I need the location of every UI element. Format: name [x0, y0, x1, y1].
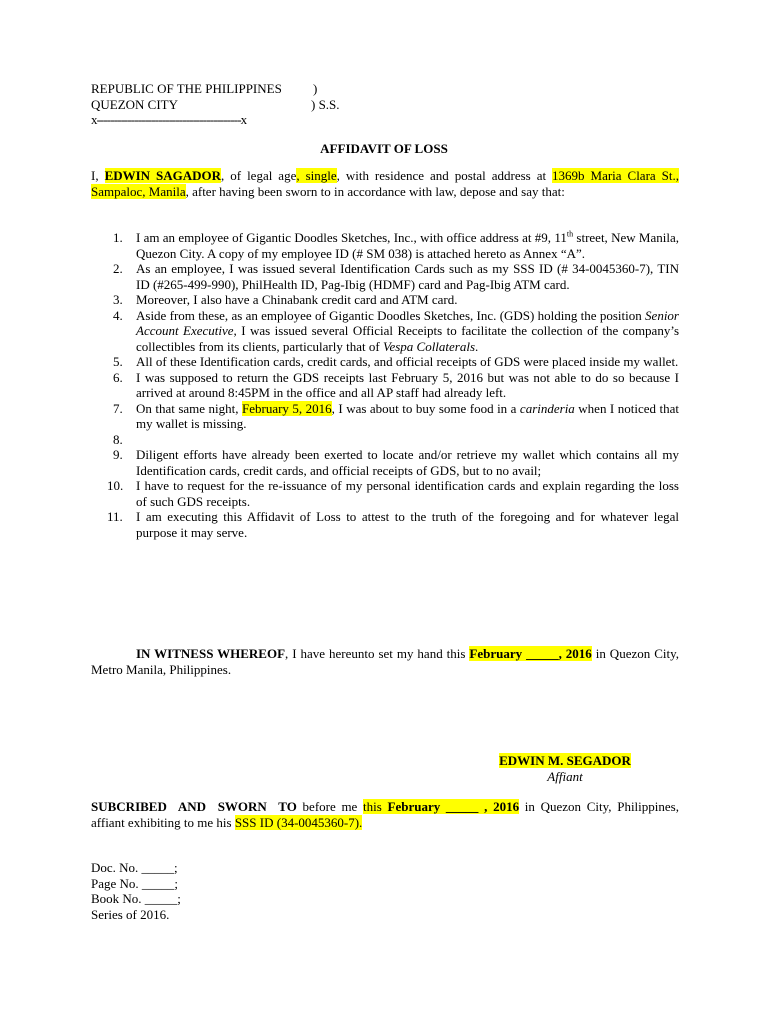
- item-text: .: [475, 338, 479, 354]
- caption-republic: REPUBLIC OF THE PHILIPPINES: [91, 81, 282, 96]
- item-text: I was issued several Official Receipts to facilitate the collection of the company’s collectibles from its clients, particularly that of: [136, 323, 680, 354]
- signature-block: [494, 753, 636, 784]
- jurat-date: February _____ , 2016: [387, 799, 520, 814]
- item-number: 11.: [107, 509, 123, 524]
- item-text: On that same night,: [136, 400, 242, 416]
- list-item: [91, 261, 679, 292]
- place-name: carinderia: [519, 400, 575, 416]
- witness-tail: in Quezon City, Metro Manila, Philippines.: [91, 646, 679, 677]
- item-number: 2.: [113, 261, 123, 276]
- caption-city: QUEZON CITY: [91, 96, 179, 112]
- item-number: 6.: [113, 369, 123, 385]
- page-no: Page No. _____;: [91, 875, 179, 891]
- item-text: Aside from these, as an employee of Gigantic Doodles Sketches, Inc. (GDS) holding the position: [136, 307, 646, 323]
- list-item: [91, 509, 679, 540]
- item-number: 5.: [113, 354, 123, 369]
- doc-no: Doc. No. _____;: [91, 860, 178, 875]
- item-text: I am an employee of Gigantic Doodles Sketches, Inc., with office address at #9, 11: [136, 230, 567, 245]
- witness-heading: IN WITNESS WHEREOF: [136, 646, 286, 661]
- loss-date: February 5, 2016: [242, 400, 332, 416]
- signature-name: EDWIN M. SEGADOR: [499, 753, 631, 768]
- list-item: [91, 354, 679, 370]
- item-text: I have to request for the re-issuance of my personal identification cards and explain regarding the loss of such GDS receipts.: [136, 478, 679, 509]
- item-number: 9.: [113, 447, 123, 462]
- civil-status: , single: [296, 168, 337, 183]
- jurat-id: SSS ID (34-0045360-7).: [234, 814, 363, 830]
- item-number: 10.: [107, 478, 124, 493]
- jurat-paragraph: [91, 799, 679, 830]
- list-item: [91, 308, 679, 355]
- intro-mid: , of legal age: [221, 168, 297, 183]
- list-item: [91, 370, 679, 401]
- jurat-date-prefix: this: [363, 799, 388, 814]
- document-title: AFFIDAVIT OF LOSS: [320, 141, 448, 156]
- item-text: All of these Identification cards, credit cards, and official receipts of GDS were placed inside my wallet.: [136, 354, 679, 369]
- job-position: Senior Account Executive,: [136, 307, 679, 338]
- list-item: [91, 401, 679, 432]
- signature-role: Affiant: [547, 768, 583, 784]
- caption-paren: ): [313, 81, 318, 96]
- item-text: Diligent efforts have already been exerted to locate and/or retrieve my wallet which contains all my Identification cards, credit cards, and official receipts of GDS, but to no avail;: [136, 447, 679, 478]
- list-item: [91, 292, 679, 308]
- item-number: 3.: [113, 292, 123, 307]
- item-number: 4.: [113, 307, 123, 323]
- client-name: Vespa Collaterals: [382, 338, 476, 354]
- list-item: [91, 432, 679, 448]
- address: 1369b Maria Clara St., Sampaloc, Manila: [91, 168, 679, 199]
- list-item: [91, 447, 679, 478]
- notary-details: [91, 860, 679, 922]
- item-text: , I was about to buy some food in a: [331, 400, 520, 416]
- item-text: when I noticed that my wallet is missing.: [136, 400, 679, 431]
- witness-date: February _____, 2016: [469, 646, 592, 661]
- list-item: [91, 230, 679, 261]
- item-text: As an employee, I was issued several Identification Cards such as my SSS ID (# 34-0045360-7), TIN ID (#265-499-990), PhilHealth ID, Pag-Ibig (HDMF) card and Pag-Ibig ATM card.: [136, 261, 679, 292]
- list-item: [91, 478, 679, 509]
- item-number: 7.: [113, 400, 123, 416]
- item-text: Moreover, I also have a Chinabank credit card and ATM card.: [136, 292, 458, 307]
- item-number: 8.: [113, 431, 123, 447]
- series: Series of 2016.: [91, 906, 170, 922]
- caption-ss: ) S.S.: [311, 96, 340, 112]
- item-text: I was supposed to return the GDS receipts last February 5, 2016 but was not able to do so because I arrived at around 8:45PM in the office and all AP staff had already left.: [136, 369, 679, 400]
- item-number: 1.: [113, 230, 123, 245]
- affiant-name: EDWIN SAGADOR: [104, 168, 222, 183]
- intro-paragraph: [91, 168, 679, 199]
- item-text: street, New Manila, Quezon City. A copy of my employee ID (# SM 038) is attached hereto as Annex “A”.: [136, 230, 679, 261]
- book-no: Book No. _____;: [91, 891, 181, 906]
- intro-pre: I,: [91, 168, 105, 183]
- intro-post: , after having been sworn to in accordance with law, depose and say that:: [185, 183, 565, 199]
- jurat-heading: SUBCRIBED AND SWORN TO: [91, 799, 297, 814]
- caption: [91, 81, 679, 128]
- intro-mid2: , with residence and postal address at: [336, 168, 553, 183]
- item-text: I am executing this Affidavit of Loss to attest to the truth of the foregoing and for whatever legal purpose it may serve.: [136, 509, 679, 540]
- caption-separator: x------------------------------------------x: [91, 112, 247, 127]
- superscript: th: [566, 229, 574, 239]
- statements-list: [91, 230, 679, 540]
- witness-paragraph: [91, 646, 679, 677]
- jurat-text2: in Quezon City, Philippines, affiant exhibiting to me his: [91, 799, 679, 830]
- witness-text: , I have hereunto set my hand this: [285, 646, 470, 661]
- jurat-text: before me: [296, 799, 364, 814]
